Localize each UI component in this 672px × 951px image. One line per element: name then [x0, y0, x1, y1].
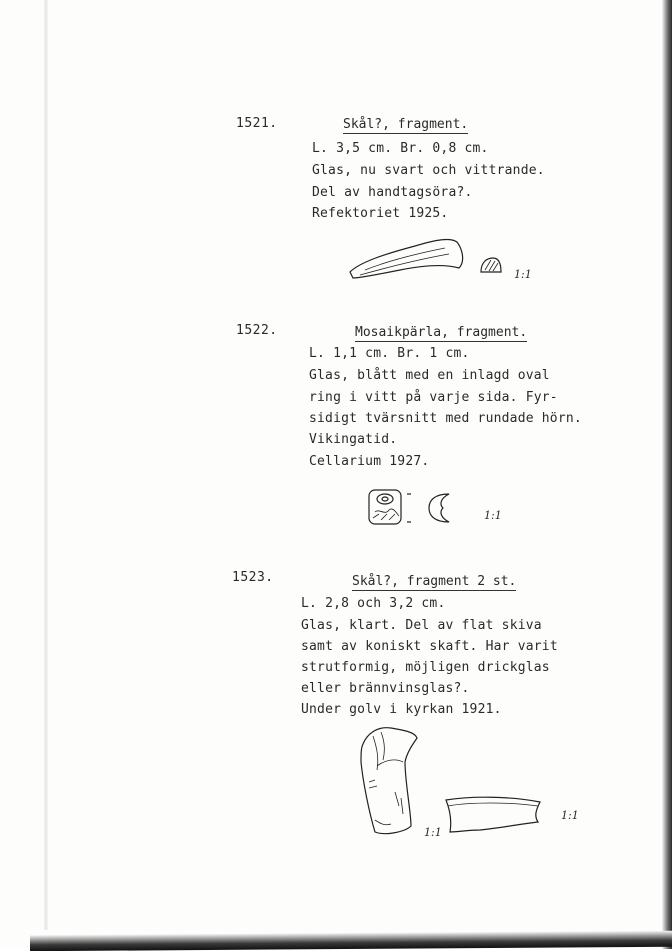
- entry-line: Vikingatid.: [309, 432, 398, 447]
- entry-line: ring i vitt på varje sida. Fyr-: [309, 390, 558, 405]
- entry-line: Glas, blått med en inlagd oval: [309, 368, 550, 383]
- entry-title: Skål?, fragment.: [343, 117, 469, 132]
- entry-line: Glas, klart. Del av flat skiva: [301, 618, 542, 633]
- page-right-edge: [662, 0, 672, 949]
- page-binding-shadow: [44, 0, 48, 930]
- entry-line: samt av koniskt skaft. Har varit: [301, 639, 558, 654]
- scale-label: 1:1: [514, 268, 532, 281]
- disc-fragment-drawing: [440, 790, 550, 835]
- scale-label: 1:1: [561, 809, 579, 822]
- entry-line: Cellarium 1927.: [309, 454, 430, 469]
- entry-number: 1522.: [236, 323, 278, 338]
- page-bottom-edge: [30, 931, 672, 951]
- entry-line: Glas, nu svart och vittrande.: [312, 163, 545, 178]
- entry-line: strutformig, möjligen drickglas: [301, 660, 550, 675]
- entry-line: eller brännvinsglas?.: [301, 681, 470, 696]
- handle-fragment-drawing: [345, 232, 525, 287]
- entry-line: Del av handtagsöra?.: [312, 185, 473, 200]
- entry-line: Under golv i kyrkan 1921.: [301, 702, 502, 717]
- entry-title: Skål?, fragment 2 st.: [352, 574, 517, 589]
- entry-number: 1523.: [232, 570, 274, 585]
- stem-fragment-drawing: [355, 722, 425, 840]
- bead-fragment-drawing: [365, 486, 475, 531]
- entry-line: Refektoriet 1925.: [312, 206, 449, 221]
- scale-label: 1:1: [424, 826, 442, 839]
- entry-line: L. 1,1 cm. Br. 1 cm.: [309, 346, 470, 361]
- entry-number: 1521.: [236, 116, 278, 131]
- entry-line: L. 3,5 cm. Br. 0,8 cm.: [312, 141, 489, 156]
- entry-line: L. 2,8 och 3,2 cm.: [301, 596, 446, 611]
- entry-line: sidigt tvärsnitt med rundade hörn.: [309, 411, 582, 426]
- scale-label: 1:1: [484, 509, 502, 522]
- entry-title: Mosaikpärla, fragment.: [355, 325, 528, 340]
